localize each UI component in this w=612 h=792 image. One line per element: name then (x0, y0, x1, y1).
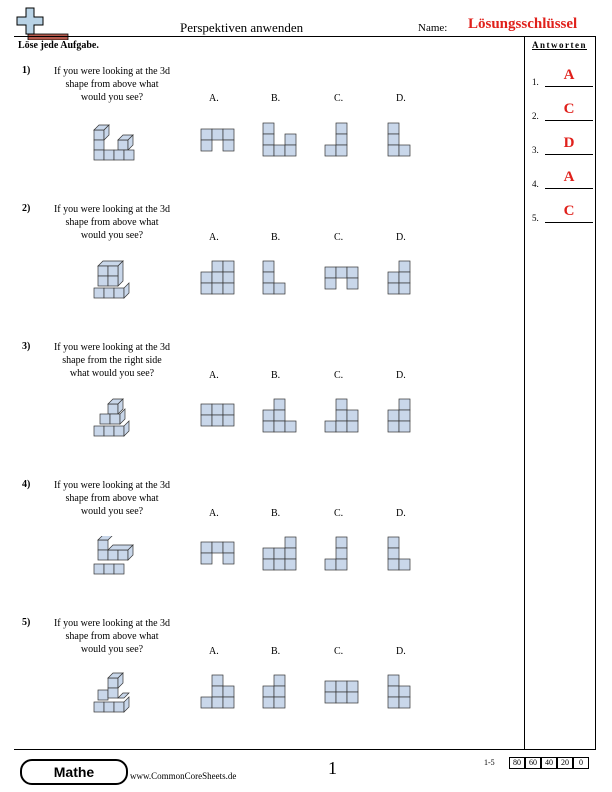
question-2-3d-shape (88, 258, 138, 306)
question-5-option-b: B. (271, 646, 281, 657)
question-5-number: 5) (22, 617, 31, 628)
header-rule (14, 36, 596, 37)
question-4-option-b: B. (271, 508, 281, 519)
answer-2-number: 2. (532, 111, 539, 121)
footer-rule (14, 749, 596, 750)
question-3-text: If you were looking at the 3d shape from the right side what would you see? (53, 342, 171, 379)
answer-5-number: 5. (532, 213, 539, 223)
instruction: Löse jede Aufgabe. (18, 40, 99, 51)
question-1-option-d: D. (396, 93, 406, 104)
question-3-option-c: C. (334, 370, 344, 381)
question-5-3d-shape (88, 672, 138, 720)
score-box: 20 (557, 757, 573, 769)
answers-title: Antworten (532, 40, 587, 50)
question-4-view-c (324, 536, 350, 572)
question-3-number: 3) (22, 341, 31, 352)
question-3-view-a (200, 403, 236, 429)
question-5-option-c: C. (334, 646, 344, 657)
answer-5-value: C (563, 203, 575, 219)
answer-4-value: A (563, 169, 575, 185)
question-4-number: 4) (22, 479, 31, 490)
question-1-3d-shape (88, 118, 138, 166)
score-box: 0 (573, 757, 589, 769)
question-3-option-a: A. (209, 370, 219, 381)
question-4-option-c: C. (334, 508, 344, 519)
question-2-option-d: D. (396, 232, 406, 243)
question-4-view-a (200, 541, 236, 567)
question-5-text: If you were looking at the 3d shape from above what would you see? (53, 618, 171, 655)
question-5-view-a (200, 674, 236, 710)
question-1-view-d (387, 122, 413, 158)
score-box: 60 (525, 757, 541, 769)
answer-2-value: C (563, 101, 575, 117)
answer-3-value: D (563, 135, 575, 151)
score-box: 80 (509, 757, 525, 769)
answer-column-divider (524, 36, 525, 749)
answer-5-line (545, 222, 593, 223)
question-3-3d-shape (88, 398, 138, 444)
question-4-3d-shape (88, 536, 138, 582)
brand-badge: Mathe (20, 759, 128, 785)
logo-plus-icon (14, 6, 70, 40)
question-2-view-d (387, 260, 413, 296)
question-4-text: If you were looking at the 3d shape from above what would you see? (53, 480, 171, 517)
question-2-view-b (262, 260, 288, 296)
question-1-option-b: B. (271, 93, 281, 104)
question-1-text: If you were looking at the 3d shape from above what would you see? (53, 66, 171, 103)
question-5-view-d (387, 674, 413, 710)
score-box: 40 (541, 757, 557, 769)
right-border (595, 36, 596, 749)
score-range-label: 1-5 (484, 758, 495, 767)
page-number: 1 (328, 758, 337, 778)
question-2-view-a (200, 260, 236, 296)
name-label: Name: (418, 22, 448, 34)
question-2-view-c (324, 266, 360, 292)
name-value: Lösungsschlüssel (468, 16, 578, 32)
answer-3-number: 3. (532, 145, 539, 155)
question-3-view-d (387, 398, 413, 434)
question-1-option-c: C. (334, 93, 344, 104)
question-4-option-a: A. (209, 508, 219, 519)
answer-1-number: 1. (532, 77, 539, 87)
answer-4-line (545, 188, 593, 189)
question-2-option-a: A. (209, 232, 219, 243)
question-1-option-a: A. (209, 93, 219, 104)
question-3-option-b: B. (271, 370, 281, 381)
question-5-option-a: A. (209, 646, 219, 657)
question-2-option-c: C. (334, 232, 344, 243)
question-2-number: 2) (22, 203, 31, 214)
answer-2-line (545, 120, 593, 121)
question-4-view-d (387, 536, 413, 572)
question-1-view-c (324, 122, 350, 158)
question-2-option-b: B. (271, 232, 281, 243)
question-4-option-d: D. (396, 508, 406, 519)
question-5-option-d: D. (396, 646, 406, 657)
question-3-view-c (324, 398, 360, 434)
question-1-number: 1) (22, 65, 31, 76)
answer-1-value: A (563, 67, 575, 83)
question-5-view-c (324, 680, 360, 706)
question-2-text: If you were looking at the 3d shape from above what would you see? (53, 204, 171, 241)
answer-1-line (545, 86, 593, 87)
question-5-view-b (262, 674, 288, 710)
question-3-view-b (262, 398, 298, 434)
question-1-view-a (200, 128, 236, 154)
page-title: Perspektiven anwenden (180, 20, 304, 35)
answer-3-line (545, 154, 593, 155)
question-1-view-b (262, 122, 298, 158)
question-4-view-b (262, 536, 298, 572)
site-url[interactable]: www.CommonCoreSheets.de (130, 771, 237, 781)
answer-4-number: 4. (532, 179, 539, 189)
question-3-option-d: D. (396, 370, 406, 381)
